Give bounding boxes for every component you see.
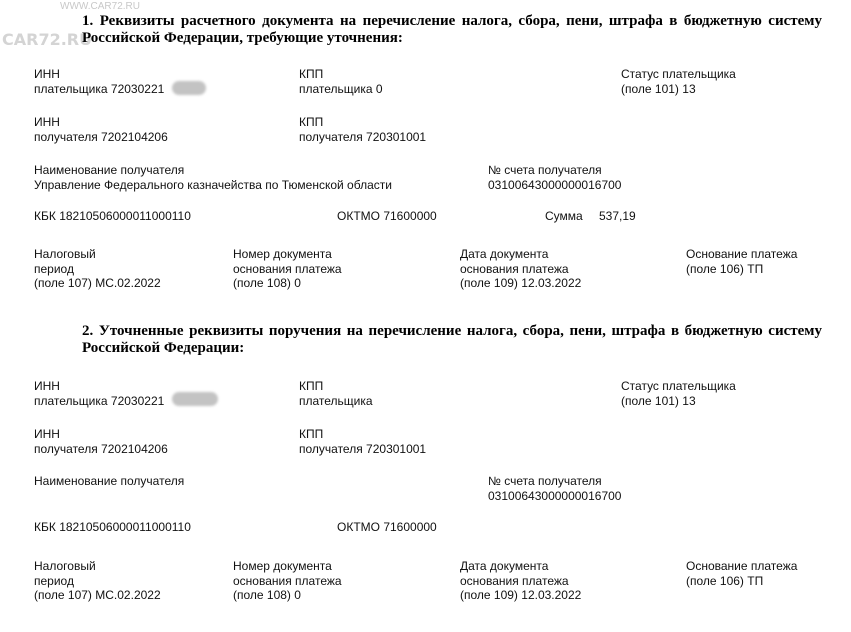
s1-basis-label: Основание платежа — [686, 247, 798, 261]
s1-account-value: 03100643000000016700 — [488, 177, 622, 192]
s2-inn-recipient — [34, 427, 168, 456]
s2-kpp-recipient — [299, 427, 426, 456]
s2-kpp-payer-label: КПП — [299, 379, 324, 393]
s1-status-label: Статус плательщика — [621, 67, 736, 81]
s2-account-value: 03100643000000016700 — [488, 488, 622, 503]
s1-doc-date-line3: (поле 109) 12.03.2022 — [460, 276, 582, 290]
s2-kbk: КБК 18210506000011000110 — [34, 520, 191, 534]
s2-kpp-recipient-label: КПП — [299, 427, 324, 441]
s2-recipient-name-label: Наименование получателя — [34, 474, 185, 488]
s1-kpp-recipient — [299, 115, 426, 144]
s1-recipient-name-label: Наименование получателя — [34, 163, 185, 177]
s1-status-value: (поле 101) 13 — [621, 81, 696, 96]
s1-doc-number-line2: основания платежа — [233, 261, 342, 276]
s2-tax-period-line3: (поле 107) МС.02.2022 — [34, 588, 161, 602]
s2-tax-period — [34, 559, 161, 603]
s1-basis — [686, 247, 797, 276]
watermark-small: WWW.CAR72.RU — [60, 1, 140, 12]
s1-inn-payer — [34, 67, 164, 96]
s1-inn-recipient — [34, 115, 168, 144]
s1-account-label: № счета получателя — [488, 163, 602, 177]
s2-status-label: Статус плательщика — [621, 379, 736, 393]
s2-inn-recipient-label: ИНН — [34, 427, 60, 441]
s1-kpp-recipient-label: КПП — [299, 115, 324, 129]
s2-doc-number-line2: основания платежа — [233, 573, 342, 588]
s1-kpp-payer-label: КПП — [299, 67, 324, 81]
s1-tax-period-line2: период — [34, 261, 74, 276]
s1-doc-number-line3: (поле 108) 0 — [233, 276, 301, 290]
s2-inn-payer — [34, 379, 164, 408]
s1-inn-recipient-label: ИНН — [34, 115, 60, 129]
s2-inn-recipient-value: получателя 7202104206 — [34, 441, 168, 456]
s1-doc-number — [233, 247, 342, 291]
s1-sum-label: Сумма — [545, 209, 583, 223]
s2-tax-period-line2: период — [34, 573, 74, 588]
s2-doc-date-line1: Дата документа — [460, 559, 549, 573]
s1-kpp-payer-value: плательщика 0 — [299, 81, 383, 96]
s2-doc-number — [233, 559, 342, 603]
s2-doc-number-line3: (поле 108) 0 — [233, 588, 301, 602]
s1-recipient-name-value: Управление Федерального казначейства по Тюменской области — [34, 177, 392, 192]
s2-account-label: № счета получателя — [488, 474, 602, 488]
s2-kpp-recipient-value: получателя 720301001 — [299, 441, 427, 456]
watermark-large: CAR72.RU — [2, 30, 93, 49]
s1-doc-date-line1: Дата документа — [460, 247, 549, 261]
s1-kbk: КБК 18210506000011000110 — [34, 209, 191, 223]
s1-tax-period-line1: Налоговый — [34, 247, 96, 261]
s2-account — [488, 474, 621, 503]
s1-doc-date — [460, 247, 581, 291]
s2-tax-period-line1: Налоговый — [34, 559, 96, 573]
s2-doc-date-line2: основания платежа — [460, 573, 569, 588]
s1-inn-payer-value: плательщика 72030221 — [34, 81, 165, 96]
s1-doc-number-line1: Номер документа — [233, 247, 332, 261]
s2-basis-label: Основание платежа — [686, 559, 798, 573]
s2-oktmo: ОКТМО 71600000 — [337, 520, 437, 534]
redaction-blur — [172, 392, 218, 406]
s2-kpp-payer-value: плательщика — [299, 393, 373, 408]
s2-status-value: (поле 101) 13 — [621, 393, 696, 408]
s1-recipient-name — [34, 163, 392, 192]
s1-oktmo: ОКТМО 71600000 — [337, 209, 437, 223]
s2-doc-date-line3: (поле 109) 12.03.2022 — [460, 588, 582, 602]
s2-recipient-name — [34, 474, 184, 489]
s1-inn-recipient-value: получателя 7202104206 — [34, 129, 168, 144]
s1-tax-period — [34, 247, 161, 291]
s2-kpp-payer — [299, 379, 373, 408]
s2-status — [621, 379, 736, 408]
s1-kpp-payer — [299, 67, 383, 96]
s1-tax-period-line3: (поле 107) МС.02.2022 — [34, 276, 161, 290]
s1-basis-value: (поле 106) ТП — [686, 261, 764, 276]
s2-basis — [686, 559, 797, 588]
s1-status — [621, 67, 736, 96]
s1-inn-payer-label: ИНН — [34, 67, 60, 81]
s2-doc-date — [460, 559, 581, 603]
s2-basis-value: (поле 106) ТП — [686, 573, 764, 588]
section1-heading: 1. Реквизиты расчетного документа на перечисление налога, сбора, пени, штрафа в бюджетную систему Российской Федерации, требующие уточнения: — [82, 13, 822, 46]
s2-inn-payer-label: ИНН — [34, 379, 60, 393]
s2-doc-number-line1: Номер документа — [233, 559, 332, 573]
redaction-blur — [172, 81, 206, 95]
s1-account — [488, 163, 621, 192]
s2-inn-payer-value: плательщика 72030221 — [34, 393, 165, 408]
s1-kpp-recipient-value: получателя 720301001 — [299, 129, 427, 144]
section2-heading: 2. Уточненные реквизиты поручения на перечисление налога, сбора, пени, штрафа в бюджетную систему Российской Федерации: — [82, 323, 822, 356]
s1-sum-value: 537,19 — [599, 209, 636, 223]
s1-doc-date-line2: основания платежа — [460, 261, 569, 276]
